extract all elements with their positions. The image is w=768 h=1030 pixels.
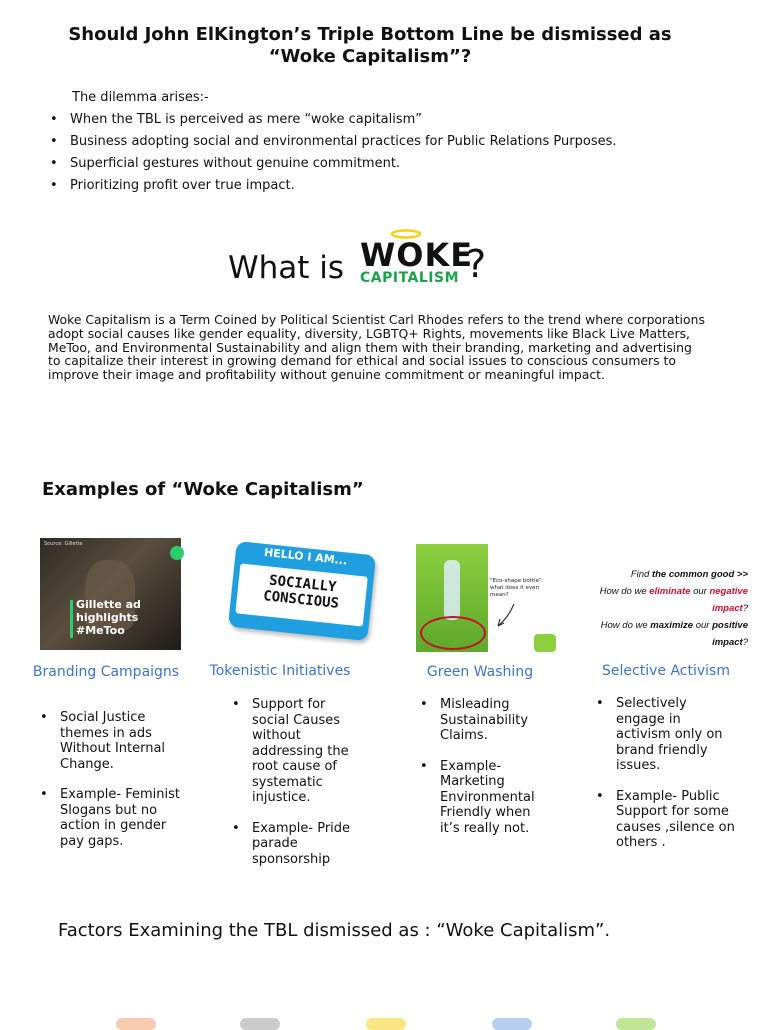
gillette-ad-image [40, 538, 181, 650]
name-tag-text: SOCIALLY CONSCIOUS [235, 563, 368, 626]
examples-heading: Examples of “Woke Capitalism” [42, 479, 364, 500]
what-is-prefix: What is [228, 250, 345, 286]
list-item: • Business adopting social and environmental practices for Public Relations Purposes. [50, 132, 617, 154]
image-line-2: How do we eliminate our negative impact? [599, 586, 748, 614]
list-item: • When the TBL is perceived as mere “woke capitalism” [50, 110, 617, 132]
what-is-question-mark: ? [466, 242, 487, 286]
list-item: • Selectively engage in activism only on brand friendly issues. [596, 696, 736, 774]
dilemma-intro: The dilemma arises:- [72, 90, 209, 105]
tokenistic-points [232, 697, 360, 882]
accent-bar [70, 600, 73, 638]
decorative-circle [616, 1018, 656, 1030]
decorative-circle [366, 1018, 406, 1030]
branding-points [40, 710, 180, 864]
bottle-ad-panel [416, 544, 488, 652]
decorative-circle [492, 1018, 532, 1030]
image-line-1: Find the common good >> [630, 569, 748, 580]
page-title: Should John ElKington’s Triple Bottom Line be dismissed as “Woke Capitalism”? [68, 24, 672, 67]
list-item: • Misleading Sustainability Claims. [420, 697, 550, 744]
definition-paragraph: Woke Capitalism is a Term Coined by Political Scientist Carl Rhodes refers to the trend where corporations adopt social causes like gender equality, diversity, LGBTQ+ Rights, movements like Black Live Matters, MeToo, and Environmental Sustainability and align them with their branding, marketing and advertising to capitalize their interest in growing demand for ethical and social issues to conscious consumers to improve their image and profitability without genuine commitment or meaningful impact. [48, 312, 705, 383]
greenwashing-caption: "Eco-shape bottle": what does it even mean? [490, 578, 544, 598]
list-item: • Prioritizing profit over true impact. [50, 176, 617, 198]
socially-conscious-image [218, 542, 380, 644]
list-item: • Social Justice themes in ads Without Internal Change. [40, 710, 180, 772]
woke-logo-word: WOKE [360, 236, 474, 274]
name-tag-header: HELLO I AM... [263, 545, 348, 568]
list-item: • Example- Feminist Slogans but no action in gender pay gaps. [40, 787, 180, 849]
name-tag-shape [228, 541, 376, 641]
arrow-icon [494, 602, 518, 630]
eco-badge-icon [534, 634, 556, 652]
gillette-caption: Gillette ad highlights #MeToo [76, 598, 141, 637]
woke-logo-subword: CAPITALISM [360, 270, 460, 286]
decorative-circle [116, 1018, 156, 1030]
dilemma-list [50, 110, 617, 198]
highlight-circle [420, 616, 486, 650]
greenwashing-points [420, 697, 550, 851]
example-label-tokenistic: Tokenistic Initiatives [209, 663, 351, 679]
selective-points [596, 696, 736, 866]
factors-heading: Factors Examining the TBL dismissed as : “Woke Capitalism”. [58, 920, 611, 941]
list-item: • Support for social Causes without addressing the root cause of systematic injustice. [232, 697, 360, 806]
badge-icon [170, 546, 184, 560]
list-item: • Example- Pride parade sponsorship [232, 821, 360, 868]
image-source-label: Source: Gillette [44, 541, 83, 547]
list-item: • Example- Public Support for some causes ,silence on others . [596, 789, 736, 851]
list-item: • Superficial gestures without genuine commitment. [50, 154, 617, 176]
example-label-branding: Branding Campaigns [32, 664, 180, 680]
example-label-greenwashing: Green Washing [426, 664, 534, 680]
list-item: • Example- Marketing Environmental Friendly when it’s really not. [420, 759, 550, 837]
image-line-3: How do we maximize our positive impact? [600, 620, 748, 648]
bottle-icon [444, 560, 460, 620]
greenwashing-image [414, 544, 560, 654]
selective-activism-image [584, 566, 748, 648]
decorative-circle [240, 1018, 280, 1030]
example-label-selective: Selective Activism [602, 663, 730, 679]
